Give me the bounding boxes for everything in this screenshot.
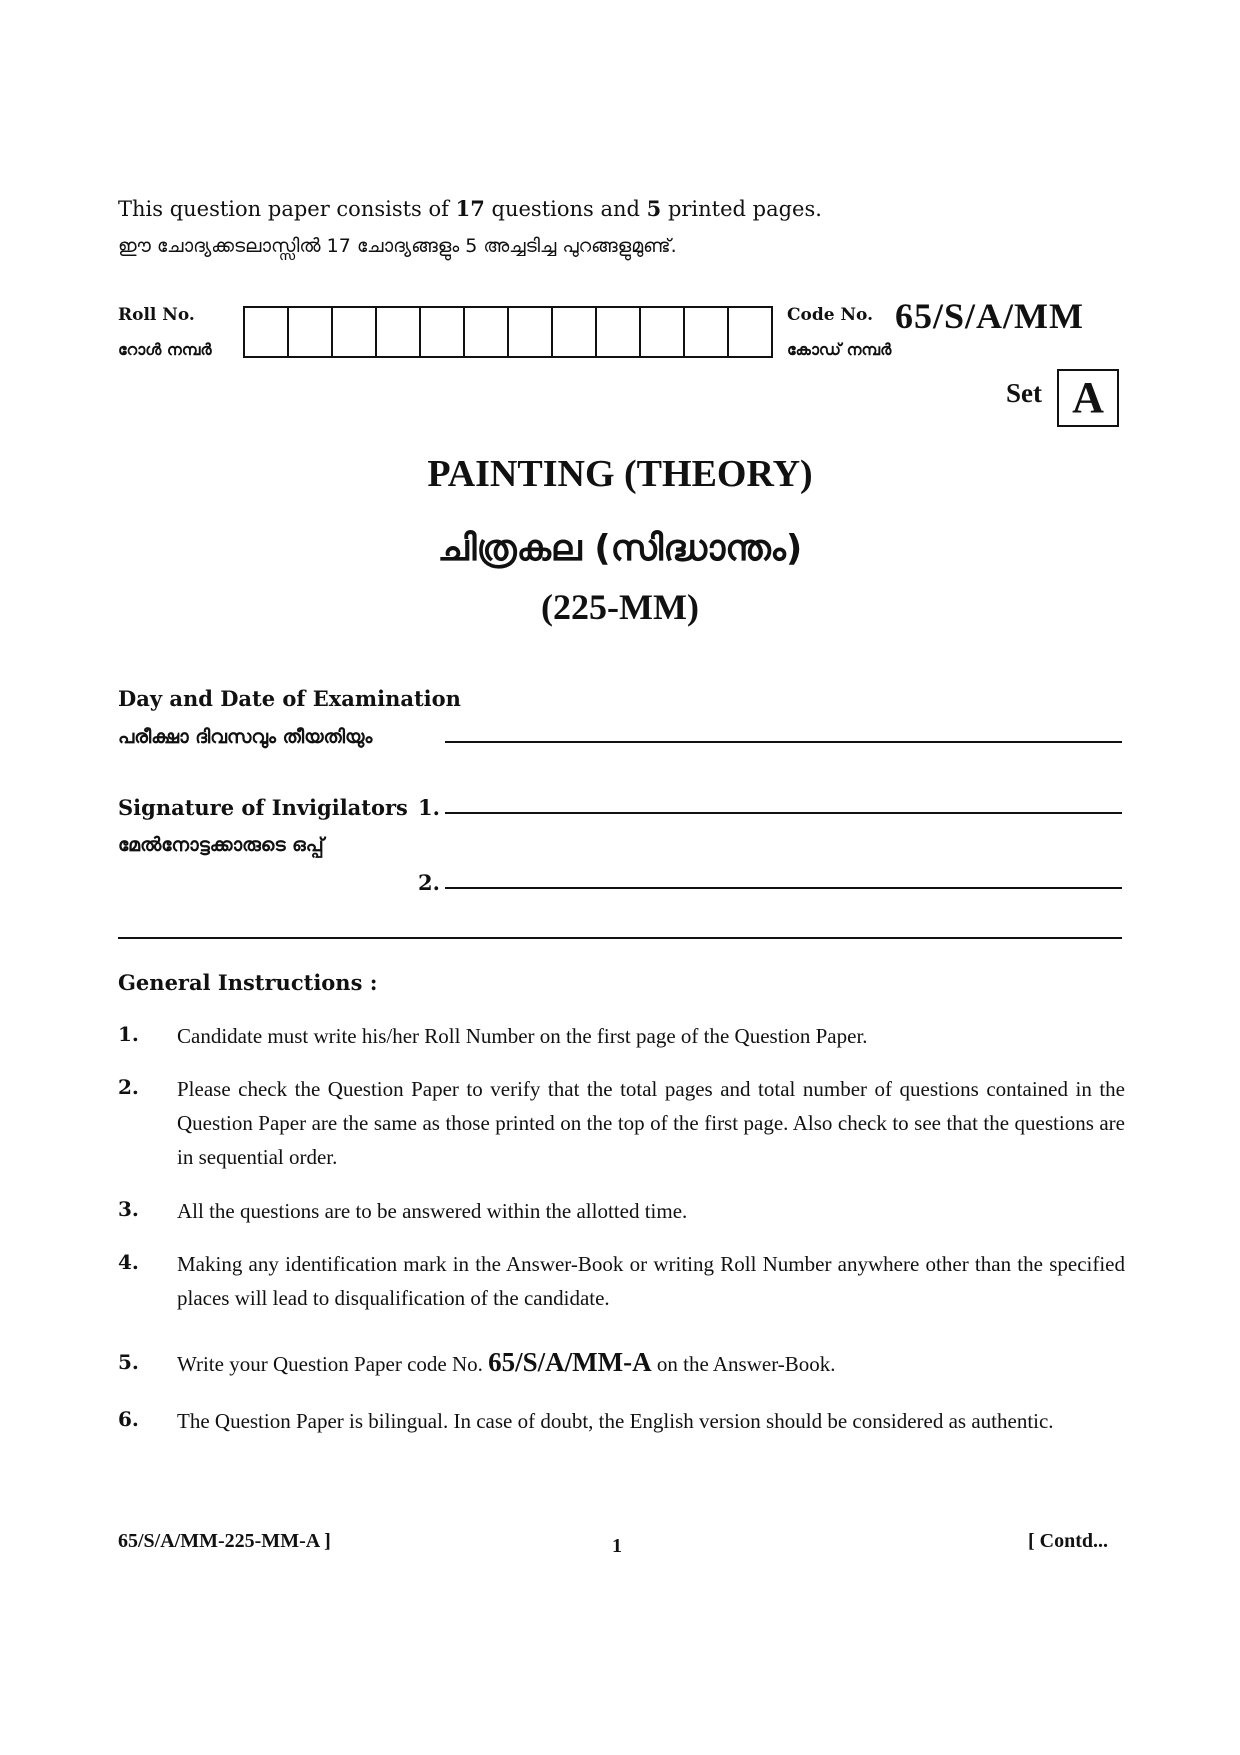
instruction-text: Making any identification mark in the Answer-Book or writing Roll Number anywhere other than the specified places will lead to disqualification of the candidate. bbox=[177, 1252, 1125, 1310]
footer-code: 65/S/A/MM-225-MM-A ] bbox=[118, 1530, 331, 1552]
exam-date-label-ml: പരീക്ഷാ ദിവസവും തീയതിയും bbox=[118, 726, 373, 748]
instruction-text: All the questions are to be answered within the allotted time. bbox=[177, 1199, 688, 1223]
roll-cell[interactable] bbox=[685, 308, 729, 356]
invigilator-signature-line-2[interactable] bbox=[445, 887, 1122, 889]
instruction-number: 1. bbox=[118, 1022, 139, 1046]
roll-label-ml: റോൾ നമ്പർ bbox=[118, 340, 212, 359]
roll-cell[interactable] bbox=[597, 308, 641, 356]
invigilator-label-ml: മേൽനോട്ടക്കാരുടെ ഒപ്പ് bbox=[118, 834, 324, 856]
footer-contd: [ Contd... bbox=[1028, 1530, 1109, 1552]
page-count: 5 bbox=[646, 196, 662, 221]
invigilator-num-1: 1. bbox=[418, 795, 440, 820]
subject-title-ml: ചിത്രകല (സിദ്ധാന്തം) bbox=[437, 528, 803, 569]
set-label: Set bbox=[1006, 378, 1042, 408]
roll-cell[interactable] bbox=[289, 308, 333, 356]
instruction-number: 4. bbox=[118, 1250, 139, 1274]
instruction-text-before: Write your Question Paper code No. bbox=[177, 1352, 489, 1376]
roll-cell[interactable] bbox=[333, 308, 377, 356]
summary-suffix: printed pages. bbox=[661, 197, 822, 221]
roll-cell[interactable] bbox=[509, 308, 553, 356]
page-number: 1 bbox=[612, 1535, 622, 1557]
instruction-text: Please check the Question Paper to verify that the total pages and total number of questions contained in the Question Paper are the same as those printed on the top of the first page. Also check to see that the questions are in sequential order. bbox=[177, 1077, 1125, 1169]
invigilator-num-2: 2. bbox=[418, 870, 440, 895]
roll-cell[interactable] bbox=[377, 308, 421, 356]
instruction-text-after: on the Answer-Book. bbox=[651, 1352, 836, 1376]
roll-cell[interactable] bbox=[421, 308, 465, 356]
roll-cell[interactable] bbox=[729, 308, 771, 356]
instruction-text bbox=[177, 1345, 1125, 1381]
subject-code: (225-MM) bbox=[541, 587, 699, 627]
summary-mid: questions and bbox=[484, 197, 647, 221]
instruction-number: 5. bbox=[118, 1350, 139, 1374]
set-box: A bbox=[1057, 369, 1119, 427]
roll-cell[interactable] bbox=[465, 308, 509, 356]
instruction-text: The Question Paper is bilingual. In case of doubt, the English version should be considered as authentic. bbox=[177, 1409, 1054, 1433]
code-label-ml: കോഡ് നമ്പർ bbox=[787, 340, 892, 359]
roll-cell[interactable] bbox=[553, 308, 597, 356]
invigilator-label-en: Signature of Invigilators bbox=[118, 795, 408, 820]
instruction-number: 2. bbox=[118, 1075, 139, 1099]
code-label-en: Code No. bbox=[787, 305, 873, 325]
question-count: 17 bbox=[455, 196, 485, 221]
summary-prefix: This question paper consists of bbox=[118, 197, 456, 221]
divider bbox=[118, 937, 1122, 939]
instruction-number: 6. bbox=[118, 1407, 139, 1431]
roll-cell[interactable] bbox=[245, 308, 289, 356]
roll-cell[interactable] bbox=[641, 308, 685, 356]
code-number: 65/S/A/MM bbox=[895, 296, 1084, 336]
instruction-text: Candidate must write his/her Roll Number on the first page of the Question Paper. bbox=[177, 1024, 868, 1048]
answer-book-code: 65/S/A/MM-A bbox=[488, 1347, 652, 1377]
paper-summary-ml: ഈ ചോദ്യക്കടലാസ്സിൽ 17 ചോദ്യങ്ങളും 5 അച്ചടിച്ച പുറങ്ങളുമുണ്ട്. bbox=[118, 235, 677, 257]
exam-date-line[interactable] bbox=[445, 741, 1122, 743]
paper-summary-en bbox=[118, 196, 822, 222]
exam-date-label-en: Day and Date of Examination bbox=[118, 686, 461, 711]
subject-title-en: PAINTING (THEORY) bbox=[427, 453, 813, 495]
invigilator-signature-line-1[interactable] bbox=[445, 812, 1122, 814]
roll-label-en: Roll No. bbox=[118, 305, 195, 325]
roll-number-grid[interactable] bbox=[243, 306, 773, 358]
instructions-heading: General Instructions : bbox=[118, 970, 378, 995]
instruction-number: 3. bbox=[118, 1197, 139, 1221]
